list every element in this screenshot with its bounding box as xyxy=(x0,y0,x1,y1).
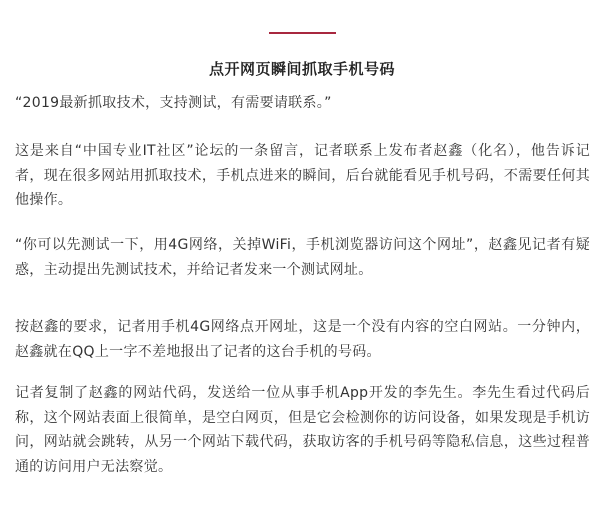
title-accent-rule xyxy=(269,32,336,34)
paragraph-test-offer: “你可以先测试一下，用4G网络，关掉WiFi，手机浏览器访问这个网址”，赵鑫见记者有疑惑，主动提出先测试技术，并给记者发来一个测试网址。 xyxy=(15,237,590,278)
paragraph-source: 这是来自“中国专业IT社区”论坛的一条留言，记者联系上发布者赵鑫（化名），他告诉记者，现在很多网站用抓取技术，手机点进来的瞬间，后台就能看见手机号码，不需要任何其他操作。 xyxy=(15,143,590,209)
paragraph-quote: “2019最新抓取技术，支持测试，有需要请联系。” xyxy=(15,95,332,111)
paragraph-expert-analysis: 记者复制了赵鑫的网站代码，发送给一位从事手机App开发的李先生。李先生看过代码后称，这个网站表面上很简单，是空白网页，但是它会检测你的访问设备，如果发现是手机访问，网站就会跳转，从另一个网站下载代码，获取访客的手机号码等隐私信息，这些过程普通的访问用户无法察觉。 xyxy=(15,385,590,475)
section-title: 点开网页瞬间抓取手机号码 xyxy=(208,60,395,79)
paragraph-test-result: 按赵鑫的要求，记者用手机4G网络点开网址，这是一个没有内容的空白网站。一分钟内，赵鑫就在QQ上一字不差地报出了记者的这台手机的号码。 xyxy=(15,319,590,360)
